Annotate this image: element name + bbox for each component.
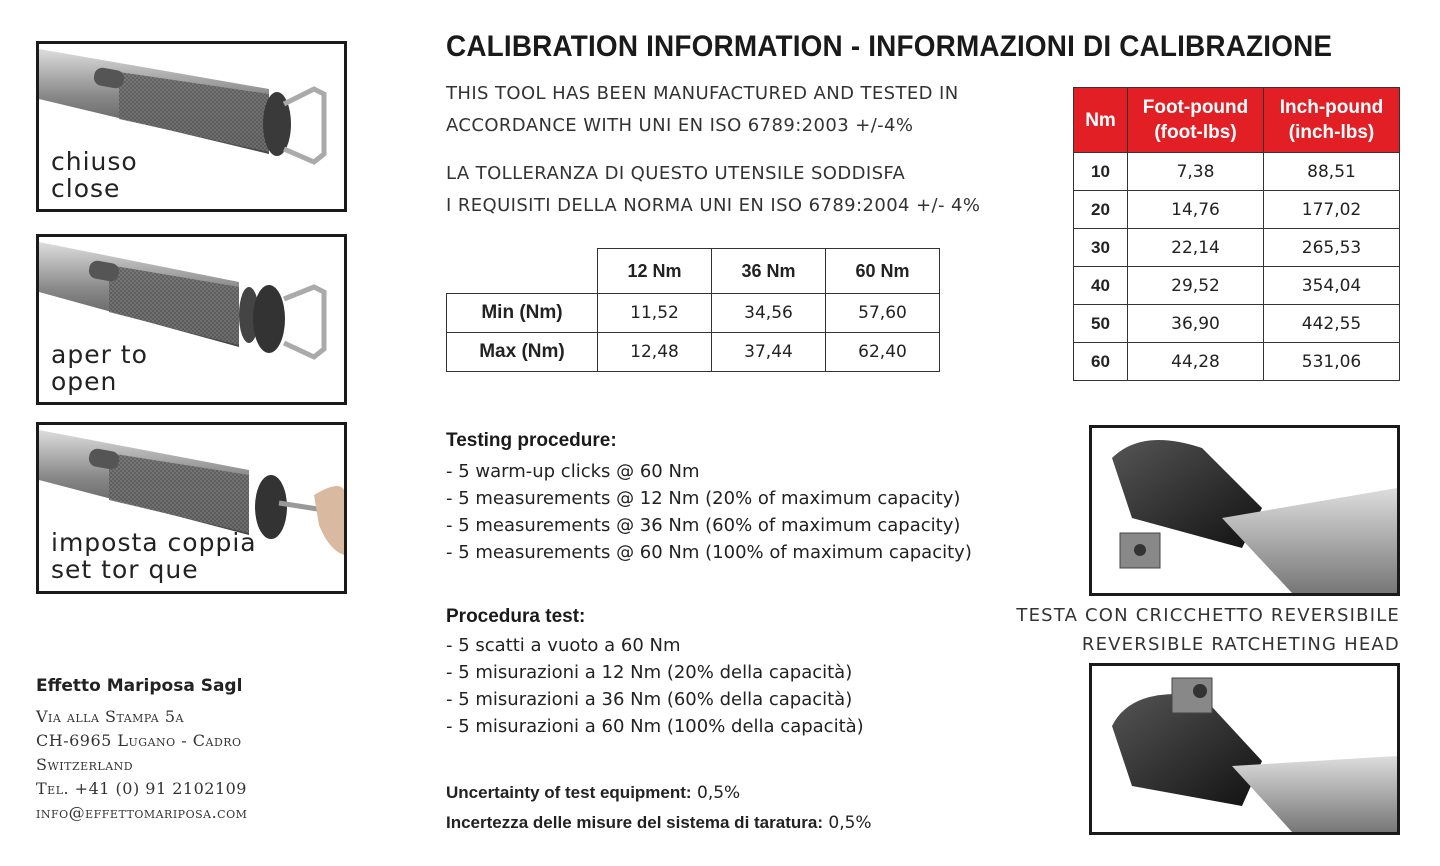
column-header-inch-pound: Inch-pound (inch-lbs) (1264, 88, 1400, 153)
row-header: Max (Nm) (447, 333, 598, 372)
table-cell: 34,56 (712, 294, 826, 333)
address-city: CH-6965 Lugano - Cadro (36, 731, 242, 750)
ratchet-head-image (1092, 428, 1397, 593)
panel-label: imposta coppia set tor que (51, 528, 257, 584)
conversion-table (1073, 87, 1400, 381)
phone: Tel. +41 (0) 91 2102109 (36, 779, 247, 798)
table-cell: 88,51 (1264, 153, 1400, 191)
photo-open (36, 234, 347, 405)
caption-it: TESTA CON CRICCHETTO REVERSIBILE (1016, 605, 1400, 626)
row-header: Min (Nm) (447, 294, 598, 333)
table-cell: 12,48 (598, 333, 712, 372)
procedura-test-list (446, 632, 864, 740)
caption-en: REVERSIBLE RATCHETING HEAD (1081, 634, 1400, 655)
table-row (1074, 267, 1400, 305)
ratchet-head-photo-top (1089, 425, 1400, 596)
table-cell: 442,55 (1264, 305, 1400, 343)
uncertainty-en: Uncertainty of test equipment: 0,5% (446, 783, 741, 803)
table-cell: 36,90 (1128, 305, 1264, 343)
procedura-test-title: Procedura test: (446, 606, 586, 627)
panel-label: chiuso close (51, 147, 138, 203)
testing-procedure-title: Testing procedure: (446, 430, 617, 451)
column-header-foot-pound: Foot-pound (foot-lbs) (1128, 88, 1264, 153)
list-item: - 5 scatti a vuoto a 60 Nm (446, 635, 681, 656)
address-country: Switzerland (36, 755, 134, 774)
intro-en: THIS TOOL HAS BEEN MANUFACTURED AND TESTED IN ACCORDANCE WITH UNI EN ISO 6789:2003 +/-4% (446, 83, 959, 136)
company-name: Effetto Mariposa Sagl (36, 676, 243, 696)
table-cell: 37,44 (712, 333, 826, 372)
testing-procedure-list (446, 458, 972, 566)
table-cell: 265,53 (1264, 229, 1400, 267)
table-row (447, 294, 940, 333)
list-item: - 5 warm-up clicks @ 60 Nm (446, 461, 700, 482)
table-cell: 30 (1074, 229, 1128, 267)
table-row (1074, 305, 1400, 343)
list-item: - 5 misurazioni a 60 Nm (100% della capacità) (446, 716, 864, 737)
table-row (447, 249, 940, 294)
page-title: CALIBRATION INFORMATION - INFORMAZIONI DI CALIBRAZIONE (446, 30, 1333, 63)
table-row (1074, 191, 1400, 229)
table-cell: 22,14 (1128, 229, 1264, 267)
panel-label: aper to open (51, 340, 148, 396)
photo-closed (36, 41, 347, 212)
table-cell: 44,28 (1128, 343, 1264, 381)
list-item: - 5 misurazioni a 36 Nm (60% della capacità) (446, 689, 853, 710)
column-header-nm: Nm (1074, 88, 1128, 153)
list-item: - 5 misurazioni a 12 Nm (20% della capacità) (446, 662, 853, 683)
list-item: - 5 measurements @ 36 Nm (60% of maximum capacity) (446, 515, 961, 536)
table-cell: 29,52 (1128, 267, 1264, 305)
email: info@effettomariposa.com (36, 803, 248, 822)
ratchet-head-reversed-image (1092, 666, 1397, 832)
table-cell: 10 (1074, 153, 1128, 191)
ratchet-head-photo-bottom (1089, 663, 1400, 835)
column-header: 36 Nm (712, 249, 826, 294)
table-cell: 11,52 (598, 294, 712, 333)
table-cell: 531,06 (1264, 343, 1400, 381)
table-cell: 57,60 (826, 294, 940, 333)
table-row (1074, 343, 1400, 381)
address-street: Via alla Stampa 5a (36, 707, 184, 726)
column-header: 12 Nm (598, 249, 712, 294)
table-cell: 60 (1074, 343, 1128, 381)
table-cell: 7,38 (1128, 153, 1264, 191)
table-row (1074, 229, 1400, 267)
table-cell: 177,02 (1264, 191, 1400, 229)
table-cell: 14,76 (1128, 191, 1264, 229)
table-row (1074, 153, 1400, 191)
table-cell: 20 (1074, 191, 1128, 229)
table-cell: 354,04 (1264, 267, 1400, 305)
table-cell: 40 (1074, 267, 1128, 305)
table-row (447, 333, 940, 372)
list-item: - 5 measurements @ 12 Nm (20% of maximum capacity) (446, 488, 961, 509)
table-header-row (1074, 88, 1400, 153)
column-header: 60 Nm (826, 249, 940, 294)
photo-set-torque (36, 422, 347, 594)
table-cell: 50 (1074, 305, 1128, 343)
list-item: - 5 measurements @ 60 Nm (100% of maximum capacity) (446, 542, 972, 563)
table-cell: 62,40 (826, 333, 940, 372)
uncertainty-it: Incertezza delle misure del sistema di taratura: 0,5% (446, 813, 872, 833)
intro-it: LA TOLLERANZA DI QUESTO UTENSILE SODDISFA I REQUISITI DELLA NORMA UNI EN ISO 6789:2004 +/- 4% (446, 163, 981, 216)
tolerance-table (446, 248, 940, 372)
